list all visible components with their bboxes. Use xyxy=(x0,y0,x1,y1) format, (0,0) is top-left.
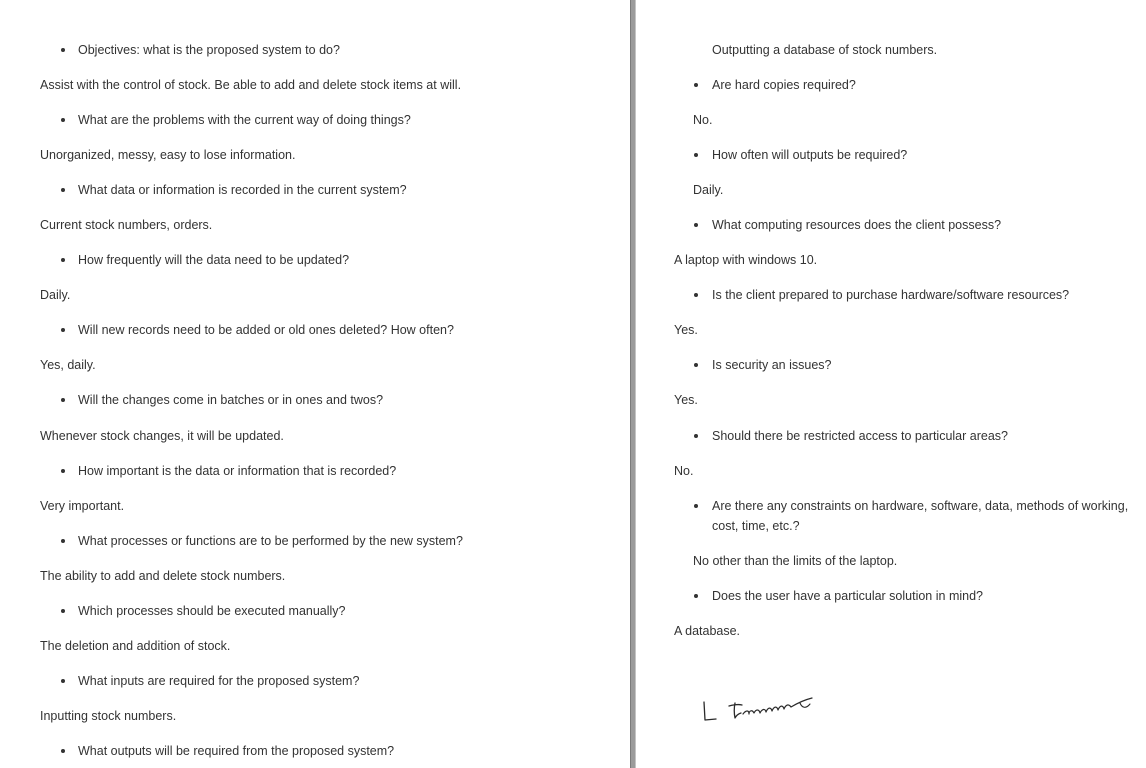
bullet-point xyxy=(694,594,698,598)
handwritten-signature xyxy=(696,690,826,730)
answer-manual-processes: The deletion and addition of stock. xyxy=(40,639,231,653)
bullet-point xyxy=(694,504,698,508)
answer-hard-copies: No. xyxy=(693,113,713,127)
question-restricted-access: Should there be restricted access to particular areas? xyxy=(712,429,1008,443)
question-new-records: Will new records need to be added or old ones deleted? How often? xyxy=(78,323,454,337)
answer-data-recorded: Current stock numbers, orders. xyxy=(40,218,213,232)
question-computing-resources: What computing resources does the client possess? xyxy=(712,218,1002,232)
bullet-point xyxy=(61,188,65,192)
bullet-point xyxy=(61,398,65,402)
bullet-point xyxy=(694,153,698,157)
bullet-point xyxy=(61,609,65,613)
bullet-point xyxy=(61,328,65,332)
question-manual-processes: Which processes should be executed manually? xyxy=(78,604,346,618)
question-security: Is security an issues? xyxy=(712,358,832,372)
answer-purchase: Yes. xyxy=(674,323,698,337)
bullet-point xyxy=(61,749,65,753)
bullet-point xyxy=(61,469,65,473)
answer-new-records: Yes, daily. xyxy=(40,358,96,372)
question-purchase: Is the client prepared to purchase hardware/software resources? xyxy=(712,288,1070,302)
question-update-frequency: How frequently will the data need to be updated? xyxy=(78,253,350,267)
question-solution: Does the user have a particular solution in mind? xyxy=(712,589,983,603)
answer-computing-resources: A laptop with windows 10. xyxy=(674,253,818,267)
question-constraints-continued: cost, time, etc.? xyxy=(712,519,800,533)
question-objectives: Objectives: what is the proposed system to do? xyxy=(78,43,340,57)
question-processes: What processes or functions are to be performed by the new system? xyxy=(78,534,463,548)
answer-security: Yes. xyxy=(674,393,698,407)
answer-problems: Unorganized, messy, easy to lose information. xyxy=(40,148,296,162)
answer-batches: Whenever stock changes, it will be updated. xyxy=(40,429,284,443)
question-inputs: What inputs are required for the proposed system? xyxy=(78,674,360,688)
answer-restricted-access: No. xyxy=(674,464,694,478)
answer-solution: A database. xyxy=(674,624,741,638)
question-problems: What are the problems with the current way of doing things? xyxy=(78,113,411,127)
answer-outputs: Outputting a database of stock numbers. xyxy=(712,43,938,57)
answer-processes: The ability to add and delete stock numbers. xyxy=(40,569,286,583)
question-batches: Will the changes come in batches or in ones and twos? xyxy=(78,393,384,407)
question-outputs: What outputs will be required from the proposed system? xyxy=(78,744,395,758)
answer-constraints: No other than the limits of the laptop. xyxy=(693,554,898,568)
answer-importance: Very important. xyxy=(40,499,125,513)
question-hard-copies: Are hard copies required? xyxy=(712,78,856,92)
bullet-point xyxy=(694,83,698,87)
bullet-point xyxy=(694,293,698,297)
answer-update-frequency: Daily. xyxy=(40,288,71,302)
bullet-point xyxy=(694,434,698,438)
bullet-point xyxy=(61,679,65,683)
answer-inputs: Inputting stock numbers. xyxy=(40,709,177,723)
question-output-frequency: How often will outputs be required? xyxy=(712,148,908,162)
bullet-point xyxy=(694,363,698,367)
bullet-point xyxy=(61,48,65,52)
question-data-recorded: What data or information is recorded in the current system? xyxy=(78,183,407,197)
answer-output-frequency: Daily. xyxy=(693,183,724,197)
bullet-point xyxy=(694,223,698,227)
question-constraints: Are there any constraints on hardware, software, data, methods of working, xyxy=(712,499,1129,513)
bullet-point xyxy=(61,258,65,262)
question-importance: How important is the data or information that is recorded? xyxy=(78,464,397,478)
right-page xyxy=(636,0,1146,768)
bullet-point xyxy=(61,539,65,543)
bullet-point xyxy=(61,118,65,122)
answer-objectives: Assist with the control of stock. Be able to add and delete stock items at will. xyxy=(40,78,462,92)
